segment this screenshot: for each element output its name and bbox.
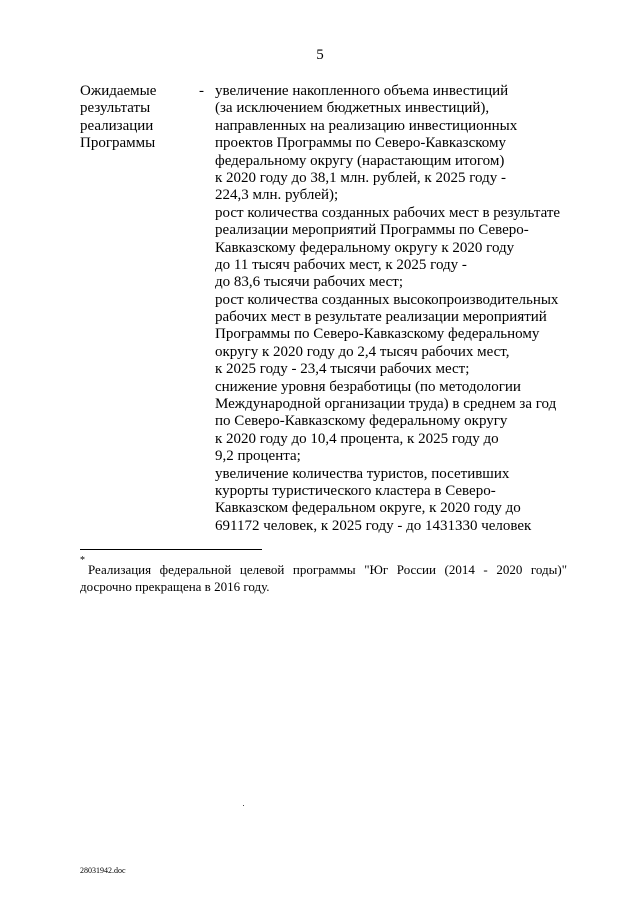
content-line: направленных на реализацию инвестиционных bbox=[215, 117, 518, 134]
content-line: проектов Программы по Северо-Кавказскому bbox=[215, 135, 506, 152]
section-dash: - bbox=[199, 83, 204, 99]
content-line: по Северо-Кавказскому федеральному округу bbox=[215, 413, 508, 430]
content-line: Кавказскому федеральному округу к 2020 году bbox=[215, 239, 515, 256]
footnote-separator bbox=[80, 549, 262, 550]
section-label-line: реализации bbox=[80, 117, 154, 134]
content-line: увеличение накопленного объема инвестиций bbox=[215, 83, 509, 99]
footnote-marker: * bbox=[80, 555, 85, 566]
content-line: округу к 2020 году до 2,4 тысяч рабочих мест, bbox=[215, 343, 510, 360]
content-line: рост количества созданных высокопроизводительных bbox=[215, 291, 559, 308]
content-line: Международной организации труда) в среднем за год bbox=[215, 396, 557, 413]
content-line: (за исключением бюджетных инвестиций), bbox=[215, 100, 490, 117]
content-line: курорты туристического кластера в Северо- bbox=[215, 482, 496, 499]
content-line: реализации мероприятий Программы по Северо- bbox=[215, 222, 529, 239]
content-line: 9,2 процента; bbox=[215, 448, 301, 465]
section-label bbox=[80, 83, 156, 153]
content-line: к 2025 году - 23,4 тысячи рабочих мест; bbox=[215, 361, 470, 378]
content-line: рабочих мест в результате реализации мероприятий bbox=[215, 309, 547, 326]
footnote-text-line: Реализация федеральной целевой программы "Юг России (2014 - 2020 годы)" bbox=[88, 562, 567, 577]
content-line: до 11 тысяч рабочих мест, к 2025 году - bbox=[215, 256, 467, 273]
content-line: увеличение количества туристов, посетивших bbox=[215, 465, 510, 482]
section-content bbox=[215, 83, 560, 535]
content-line: к 2020 году до 38,1 млн. рублей, к 2025 году - bbox=[215, 169, 506, 186]
section-label-line: результаты bbox=[80, 100, 151, 117]
footnote-text-line: досрочно прекращена в 2016 году. bbox=[80, 579, 270, 594]
content-line: 691172 человек, к 2025 году - до 1431330 человек bbox=[215, 517, 532, 534]
content-line: к 2020 году до 10,4 процента, к 2025 году до bbox=[215, 430, 499, 447]
content-line: до 83,6 тысячи рабочих мест; bbox=[215, 274, 404, 291]
section-label-line: Ожидаемые bbox=[80, 83, 157, 99]
content-line: рост количества созданных рабочих мест в результате bbox=[215, 204, 561, 221]
content-line: Кавказском федеральном округе, к 2020 году до bbox=[215, 500, 521, 517]
file-name-footer: 28031942.doc bbox=[80, 866, 126, 875]
content-line: федеральному округу (нарастающим итогом) bbox=[215, 152, 505, 169]
content-line: Программы по Северо-Кавказскому федеральному bbox=[215, 326, 540, 343]
section-label-line: Программы bbox=[80, 135, 156, 152]
stray-mark bbox=[243, 805, 244, 806]
content-line: 224,3 млн. рублей); bbox=[215, 187, 339, 204]
content-line: снижение уровня безработицы (по методологии bbox=[215, 378, 521, 395]
page-number: 5 bbox=[316, 47, 324, 63]
